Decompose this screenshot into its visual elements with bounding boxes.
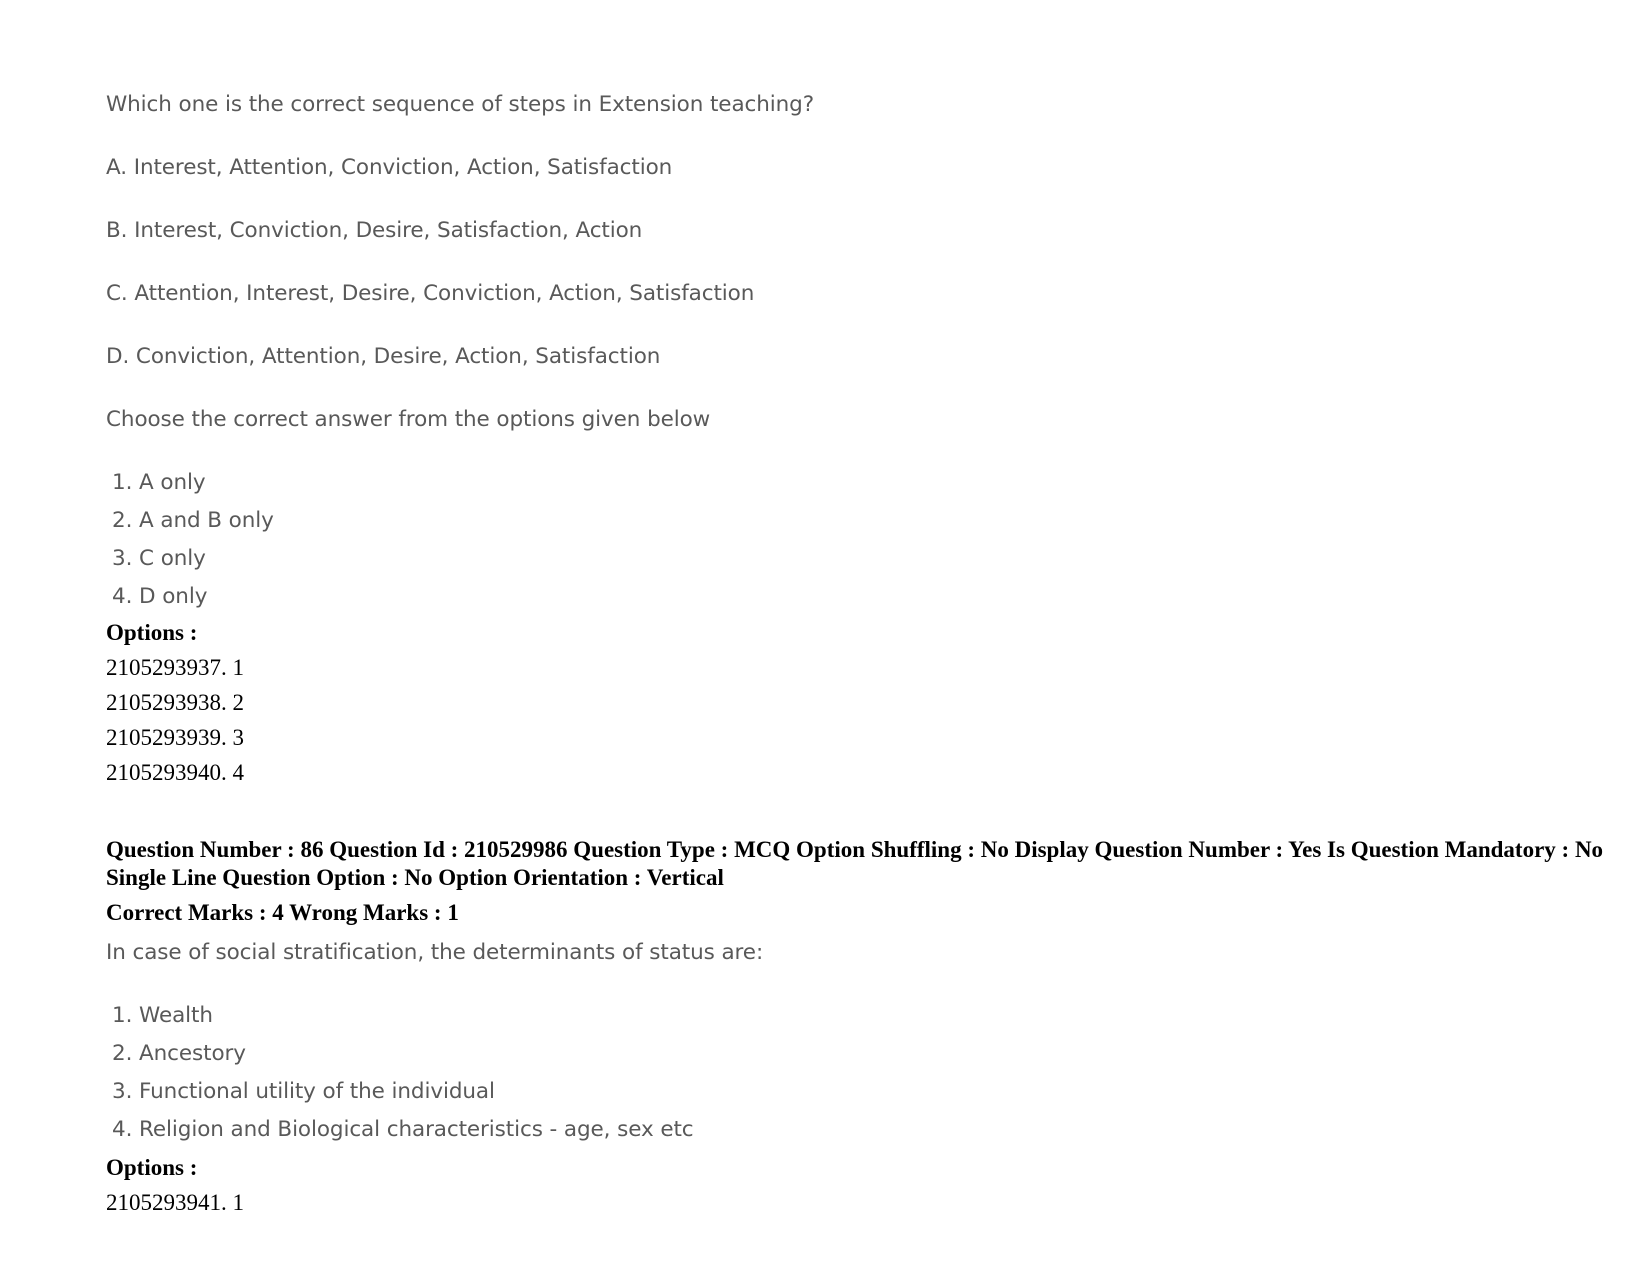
- q85-stem: Which one is the correct sequence of steps in Extension teaching?: [106, 92, 815, 117]
- q86-option-1: 2105293941. 1: [106, 1190, 244, 1215]
- q85-statement-c: C. Attention, Interest, Desire, Conviction, Action, Satisfaction: [106, 281, 755, 306]
- q86-options-label: Options :: [106, 1155, 198, 1180]
- q85-option-4: 2105293940. 4: [106, 760, 244, 785]
- q85-statement-b: B. Interest, Conviction, Desire, Satisfaction, Action: [106, 218, 643, 243]
- q86-choice-2: 2. Ancestory: [112, 1041, 246, 1066]
- q85-option-3: 2105293939. 3: [106, 725, 244, 750]
- q86-choice-4: 4. Religion and Biological characteristics - age, sex etc: [112, 1117, 694, 1142]
- q86-choice-3: 3. Functional utility of the individual: [112, 1079, 495, 1104]
- q86-meta: Question Number : 86 Question Id : 210529986 Question Type : MCQ Option Shuffling : No Display Question Number : Yes Is Question Mandatory : No Single Line Question Option : No Option Orientation : Vertical: [106, 837, 1604, 890]
- q86-stem: In case of social stratification, the determinants of status are:: [106, 940, 764, 965]
- q85-options-label: Options :: [106, 620, 198, 645]
- q86-choice-1: 1. Wealth: [112, 1003, 213, 1028]
- q85-statement-a: A. Interest, Attention, Conviction, Action, Satisfaction: [106, 155, 673, 180]
- q85-option-2: 2105293938. 2: [106, 690, 244, 715]
- q86-marks: Correct Marks : 4 Wrong Marks : 1: [106, 900, 459, 925]
- q85-choice-4: 4. D only: [112, 584, 208, 609]
- q85-statement-d: D. Conviction, Attention, Desire, Action, Satisfaction: [106, 344, 661, 369]
- q85-instruction: Choose the correct answer from the options given below: [106, 407, 711, 432]
- q85-choice-3: 3. C only: [112, 546, 206, 571]
- q85-choice-1: 1. A only: [112, 470, 206, 495]
- q85-option-1: 2105293937. 1: [106, 655, 244, 680]
- q85-choice-2: 2. A and B only: [112, 508, 274, 533]
